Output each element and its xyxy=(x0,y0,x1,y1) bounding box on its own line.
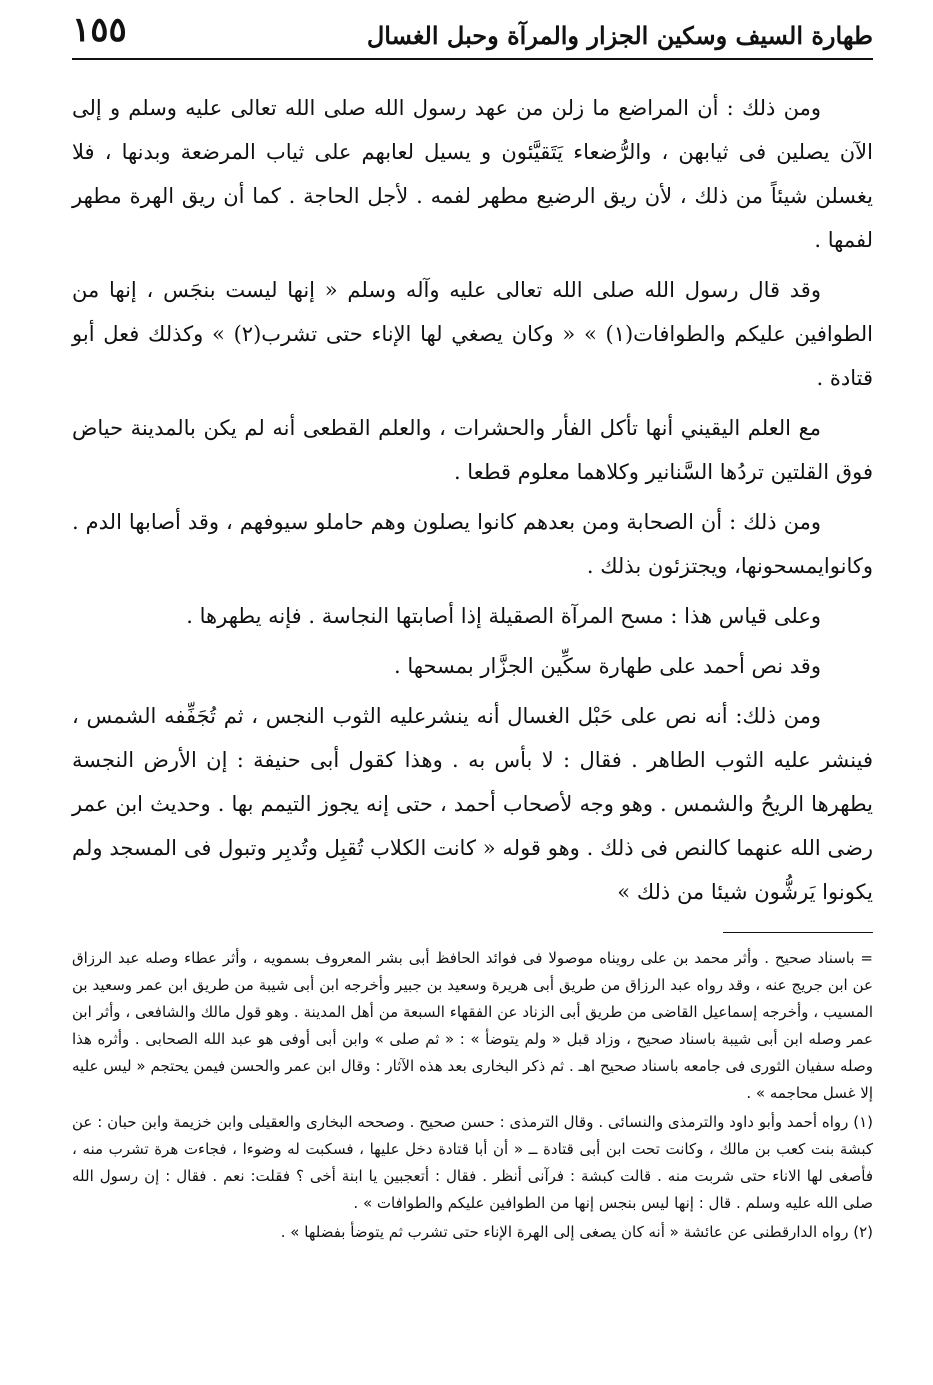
footnotes xyxy=(72,945,873,1246)
running-title: طهارة السيف وسكين الجزار والمرآة وحبل الغسال xyxy=(366,21,873,50)
paragraph: ومن ذلك: أنه نص على حَبْل الغسال أنه ينشرعليه الثوب النجس ، ثم تُجَفِّفه الشمس ، فينشر عليه الثوب الطاهر . فقال : لا بأس به . وهذا كقول أبى حنيفة : إن الأرض النجسة يطهرها الريحُ والشمس . وهو وجه لأصحاب أحمد ، حتى إنه يجوز التيمم بها . وحديث ابن عمر رضى الله عنهما كالنص فى ذلك . وهو قوله « كانت الكلاب تُقبِل وتُدبِر وتبول فى المسجد ولم يكونوا يَرشُّون شيئا من ذلك » xyxy=(72,704,873,904)
footnote-continuation: = باسناد صحيح . وأثر محمد بن على رويناه موصولا فى فوائد الحافظ أبى بشر المعروف بسمويه ، وأثر عطاء وصله عبد الرزاق عن ابن جريج عنه ، وقد رواه عبد الرزاق من طريق أبى هريرة وسعيد بن جبير وأخرجه ابن أبى شيبة من طريق ابن عمر وسعيد بن المسيب ، وأخرجه إسماعيل القاضى من طريق أبى الزناد عن الفقهاء السبعة من أهل المدينة . وهو قول مالك والشافعى ، وأثر ابن عمر وصله ابن أبى شيبة باسناد صحيح ، وزاد قبل « ولم يتوضأ » : « ثم صلى » وابن أبى أوفى هو عبد الله الصحابى . وأثره هذا وصله سفيان الثورى فى جامعه باسناد صحيح اهـ . ثم ذكر البخارى بعد هذه الآثار : وقال ابن عمر والحسن فيمن يحتجم « ليس عليه إلا غسل محاجمه » . xyxy=(72,949,873,1102)
paragraph: وقد نص أحمد على طهارة سكِّين الجزَّار بمسحها . xyxy=(394,654,821,678)
paragraph: وعلى قياس هذا : مسح المرآة الصقيلة إذا أصابتها النجاسة . فإنه يطهرها . xyxy=(186,604,821,628)
paragraph: ومن ذلك : أن الصحابة ومن بعدهم كانوا يصلون وهم حاملو سيوفهم ، وقد أصابها الدم . وكانوايمسحونها، ويجتزئون بذلك . xyxy=(72,510,873,578)
paragraph: ومن ذلك : أن المراضع ما زلن من عهد رسول الله صلى الله تعالى عليه وسلم و إلى الآن يصلين فى ثيابهن ، والرُّضعاء يَتَقيَّئون و يسيل لعابهم على ثياب المرضعة وبدنها ، فلا يغسلن شيئاً من ذلك ، لأن ريق الرضيع مطهر لفمه . لأجل الحاجة . كما أن ريق الهرة مطهر لفمها . xyxy=(72,96,873,252)
footnote-divider xyxy=(723,932,873,933)
book-page xyxy=(0,10,933,1385)
page-number: ١٥٥ xyxy=(72,10,127,50)
paragraph: مع العلم اليقيني أنها تأكل الفأر والحشرات ، والعلم القطعى أنه لم يكن بالمدينة حياض فوق القلتين تردُها السَّنانير وكلاهما معلوم قطعا . xyxy=(72,416,873,484)
footnote-1: (١) رواه أحمد وأبو داود والترمذى والنسائى . وقال الترمذى : حسن صحيح . وصححه البخارى والعقيلى وابن خزيمة وابن حبان : عن كبشة بنت كعب بن مالك ، وكانت تحت ابن أبى قتادة ــ « أن أبا قتادة دخل عليها ، فسكبت له وضوءا ، فجاءت هرة تشرب منه ، فأصغى لها الاناء حتى شربت منه . قالت كبشة : فرآنى أنظر . فقال : أتعجبين يا ابنة أخى ؟ فقلت: نعم . فقال : إن رسول الله صلى الله عليه وسلم . قال : إنها ليس بنجس إنها من الطوافين عليكم والطوافات » . xyxy=(72,1113,873,1212)
page-header xyxy=(72,10,873,60)
paragraph: وقد قال رسول الله صلى الله تعالى عليه وآله وسلم « إنها ليست بنجَس ، إنها من الطوافين عليكم والطوافات(١) » « وكان يصغي لها الإناء حتى تشرب(٢) » وكذلك فعل أبو قتادة . xyxy=(72,278,873,390)
main-text xyxy=(72,86,873,914)
footnote-2: (٢) رواه الدارقطنى عن عائشة « أنه كان يصغى إلى الهرة الإناء حتى تشرب ثم يتوضأ بفضلها » . xyxy=(280,1223,873,1241)
